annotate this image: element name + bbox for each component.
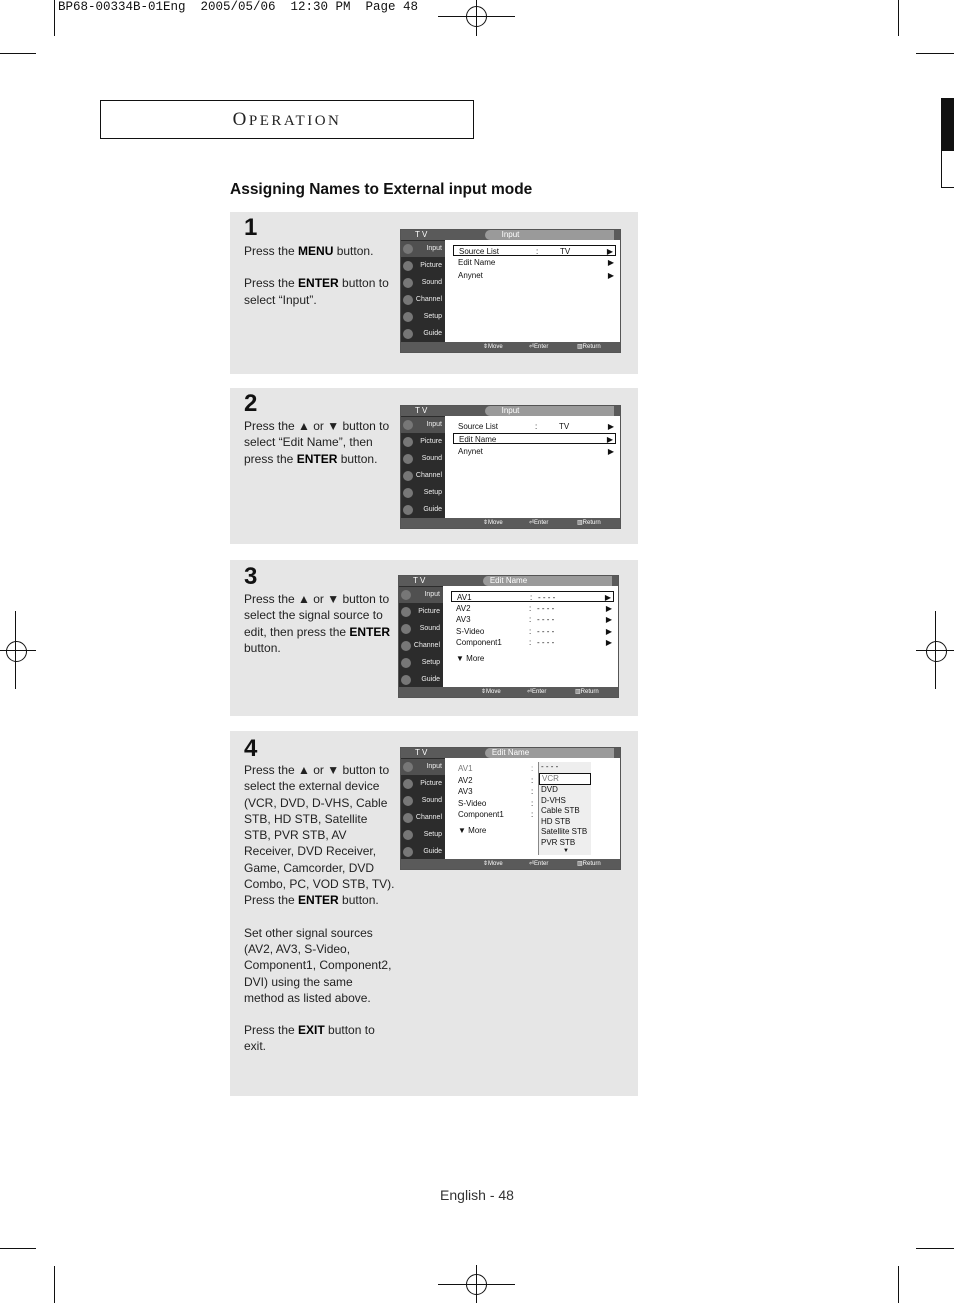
channel-icon — [403, 471, 413, 481]
sidebar-item-input[interactable]: Input — [401, 241, 445, 257]
sidebar-item-input[interactable]: Input — [399, 587, 443, 603]
sidebar-item-guide[interactable]: Guide — [401, 502, 445, 518]
crop-mark — [0, 53, 36, 54]
guide-icon — [403, 847, 413, 857]
input-icon — [401, 590, 411, 600]
menu-footer — [399, 687, 618, 697]
arrow-right-icon: ▶ — [607, 447, 614, 456]
setup-icon — [403, 488, 413, 498]
menu-footer — [401, 859, 620, 869]
crop-mark — [898, 0, 899, 36]
section-heading — [100, 100, 474, 139]
channel-icon — [401, 641, 411, 651]
chapter-tab — [941, 98, 954, 150]
arrow-right-icon: ▶ — [604, 593, 611, 602]
registration-mark — [466, 6, 487, 27]
menu-sidebar — [399, 586, 443, 687]
input-icon — [403, 762, 413, 772]
sidebar-item-channel[interactable]: Channel — [401, 810, 445, 826]
sidebar-item-guide[interactable]: Guide — [399, 672, 443, 688]
menu-row[interactable]: Edit Name ▶ — [458, 258, 614, 267]
crop-mark — [916, 1248, 954, 1249]
guide-icon — [401, 675, 411, 685]
step-instructions: Press the ▲ or ▼ button to select the external device (VCR, DVD, D-VHS, Cable STB, HD STB, Satellite STB, PVR STB, AV Receiver, DVD Receiver, Game, Camcorder, DVD Combo, PC, VOD STB, TV). Press the ENTER button. Set other signal sources (AV2, AV3, S-Video, Component1, Component2, DVI) using the same method as listed above. Press the EXIT button to exit. — [244, 763, 395, 1054]
section-rest: PERATION — [248, 112, 342, 129]
menu-footer — [401, 342, 620, 352]
menu-footer — [401, 518, 620, 528]
guide-icon — [403, 505, 413, 515]
setup-icon — [403, 830, 413, 840]
page-footer: English - 48 — [440, 1187, 514, 1203]
menu-row[interactable]: Anynet ▶ — [458, 271, 614, 280]
sidebar-item-channel[interactable]: Channel — [401, 292, 445, 308]
registration-mark — [466, 1274, 487, 1295]
sidebar-item-setup[interactable]: Setup — [401, 485, 445, 501]
dropdown-option[interactable]: Cable STB — [539, 806, 591, 817]
tv-menu-screen: T V Edit Name Input Picture Sound Channel Setup Guide AV1 : AV2 : AV3 : S-Video : Component1 : ▼ More - - - - VCR DVD D-VHS Cable STB HD STB Satellite STB PVR STB ▼ ⇕ Move ⏎ Enter ▥ Return — [400, 747, 621, 870]
dropdown-option[interactable]: HD STB — [539, 817, 591, 828]
arrow-right-icon: ▶ — [605, 626, 612, 636]
input-icon — [403, 244, 413, 254]
sidebar-item-picture[interactable]: Picture — [401, 434, 445, 450]
move-hint: ⇕ Move — [483, 344, 503, 350]
menu-row[interactable]: AV3 : - - - - ▶ — [456, 615, 612, 624]
menu-row[interactable]: Source List : TV ▶ — [453, 245, 616, 256]
arrow-right-icon: ▶ — [606, 435, 613, 444]
menu-title: Edit Name — [491, 748, 530, 757]
step-instructions: Press the MENU button. Press the ENTER button to select “Input”. — [244, 244, 389, 307]
return-hint: ▥ Return — [577, 861, 601, 867]
picture-icon — [403, 779, 413, 789]
menu-row[interactable]: S-Video : — [458, 798, 534, 808]
menu-title: Input — [501, 406, 520, 415]
page-title: Assigning Names to External input mode — [230, 181, 533, 198]
menu-sidebar — [401, 758, 445, 859]
crop-mark — [54, 1266, 55, 1303]
sidebar-item-channel[interactable]: Channel — [399, 638, 443, 654]
scroll-down-icon[interactable]: ▼ — [539, 848, 591, 855]
picture-icon — [401, 607, 411, 617]
registration-mark — [926, 641, 947, 662]
setup-icon — [403, 312, 413, 322]
print-header: BP68-00334B-01Eng 2005/05/06 12:30 PM Page 48 — [58, 0, 419, 14]
sidebar-item-guide[interactable]: Guide — [401, 326, 445, 342]
crop-mark — [898, 1266, 899, 1303]
sidebar-item-channel[interactable]: Channel — [401, 468, 445, 484]
menu-row[interactable]: AV3 : — [458, 787, 534, 796]
sidebar-item-picture[interactable]: Picture — [401, 776, 445, 792]
arrow-right-icon: ▶ — [605, 615, 612, 624]
dropdown-option[interactable]: D-VHS — [539, 796, 591, 807]
menu-row[interactable]: Edit Name ▶ — [453, 433, 616, 444]
picture-icon — [403, 261, 413, 271]
triangle-down-icon: ▼ — [456, 654, 464, 663]
arrow-right-icon: ▶ — [607, 258, 614, 267]
step-1 — [230, 212, 638, 374]
channel-icon — [403, 295, 413, 305]
move-hint: ⇕ Move — [483, 520, 503, 526]
menu-row[interactable]: Component1 : — [458, 810, 534, 819]
sidebar-item-setup[interactable]: Setup — [401, 309, 445, 325]
step-number: 1 — [244, 214, 258, 241]
crop-mark — [916, 53, 954, 54]
return-hint: ▥ Return — [575, 689, 599, 695]
menu-row[interactable]: Component1 : - - - - ▶ — [456, 638, 612, 647]
tv-menu-screen: T V Input Input Picture Sound Channel Setup Guide Source List : TV ▶ Edit Name ▶ Anynet ▶ ⇕ Move ⏎ Enter ▥ Return — [400, 229, 621, 353]
picture-icon — [403, 437, 413, 447]
sidebar-item-guide[interactable]: Guide — [401, 844, 445, 860]
menu-row[interactable]: AV2 : - - - - ▶ — [456, 603, 612, 613]
enter-hint: ⏎ Enter — [529, 861, 549, 867]
device-dropdown[interactable] — [538, 762, 591, 855]
sidebar-item-setup[interactable]: Setup — [401, 827, 445, 843]
channel-icon — [403, 813, 413, 823]
setup-icon — [401, 658, 411, 668]
arrow-right-icon: ▶ — [607, 422, 614, 431]
sound-icon — [403, 796, 413, 806]
sound-icon — [403, 454, 413, 464]
sidebar-item-input[interactable]: Input — [401, 417, 445, 433]
sound-icon — [401, 624, 411, 634]
sidebar-item-sound[interactable]: Sound — [401, 793, 445, 809]
dropdown-option-selected[interactable]: VCR — [539, 773, 591, 786]
menu-row[interactable]: Anynet ▶ — [458, 447, 614, 456]
return-hint: ▥ Return — [577, 520, 601, 526]
menu-title: Edit Name — [489, 576, 528, 585]
sidebar-item-picture[interactable]: Picture — [399, 604, 443, 620]
dropdown-option[interactable]: PVR STB — [539, 838, 591, 849]
sidebar-item-picture[interactable]: Picture — [401, 258, 445, 274]
move-hint: ⇕ Move — [481, 689, 501, 695]
step-2 — [230, 388, 638, 544]
enter-hint: ⏎ Enter — [529, 344, 549, 350]
menu-row[interactable]: Source List : TV ▶ — [458, 422, 614, 431]
step-4 — [230, 731, 638, 1096]
tv-menu-screen: T V Edit Name Input Picture Sound Channel Setup Guide AV1 : - - - - ▶ AV2 : - - - - ▶ AV3 : - - - - ▶ S-Video : - - - - ▶ Component1 : - - - - ▶ ▼ More ⇕ Move ⏎ Enter ▥ Return — [398, 575, 619, 698]
sidebar-item-setup[interactable]: Setup — [399, 655, 443, 671]
move-hint: ⇕ Move — [483, 861, 503, 867]
menu-row[interactable]: AV1 : — [458, 764, 534, 773]
dropdown-option[interactable]: - - - - — [539, 762, 591, 773]
step-number: 2 — [244, 390, 258, 417]
arrow-right-icon: ▶ — [605, 638, 612, 647]
menu-more[interactable]: ▼ More — [458, 826, 487, 835]
sidebar-item-sound[interactable]: Sound — [399, 621, 443, 637]
return-hint: ▥ Return — [577, 344, 601, 350]
arrow-right-icon: ▶ — [605, 603, 612, 613]
menu-more[interactable]: ▼ More — [456, 654, 485, 663]
sidebar-item-sound[interactable]: Sound — [401, 275, 445, 291]
crop-mark — [0, 1248, 36, 1249]
chapter-tab-outline — [941, 150, 954, 188]
dropdown-option[interactable]: Satellite STB — [539, 827, 591, 838]
section-initial: O — [232, 108, 249, 130]
input-icon — [403, 420, 413, 430]
menu-sidebar — [401, 240, 445, 342]
sound-icon — [403, 278, 413, 288]
step-number: 4 — [244, 735, 258, 762]
crop-mark — [54, 0, 55, 36]
triangle-down-icon: ▼ — [458, 826, 466, 835]
arrow-right-icon: ▶ — [607, 271, 614, 280]
sidebar-item-input[interactable]: Input — [401, 759, 445, 775]
menu-sidebar — [401, 416, 445, 518]
menu-row[interactable]: S-Video : - - - - ▶ — [456, 626, 612, 636]
enter-hint: ⏎ Enter — [527, 689, 547, 695]
arrow-right-icon: ▶ — [606, 247, 613, 256]
guide-icon — [403, 329, 413, 339]
dropdown-option[interactable]: DVD — [539, 785, 591, 796]
sidebar-item-sound[interactable]: Sound — [401, 451, 445, 467]
step-3 — [230, 560, 638, 716]
tv-menu-screen: T V Input Input Picture Sound Channel Setup Guide Source List : TV ▶ Edit Name ▶ Anynet ▶ ⇕ Move ⏎ Enter ▥ Return — [400, 405, 621, 529]
step-instructions: Press the ▲ or ▼ button to select “Edit Name”, then press the ENTER button. — [244, 419, 390, 466]
menu-row[interactable]: AV1 : - - - - ▶ — [451, 591, 614, 602]
registration-mark — [6, 641, 27, 662]
menu-title: Input — [501, 230, 520, 239]
step-instructions: Press the ▲ or ▼ button to select the signal source to edit, then press the ENTER button. — [244, 592, 391, 655]
menu-row[interactable]: AV2 : — [458, 775, 534, 785]
step-number: 3 — [244, 563, 258, 590]
enter-hint: ⏎ Enter — [529, 520, 549, 526]
